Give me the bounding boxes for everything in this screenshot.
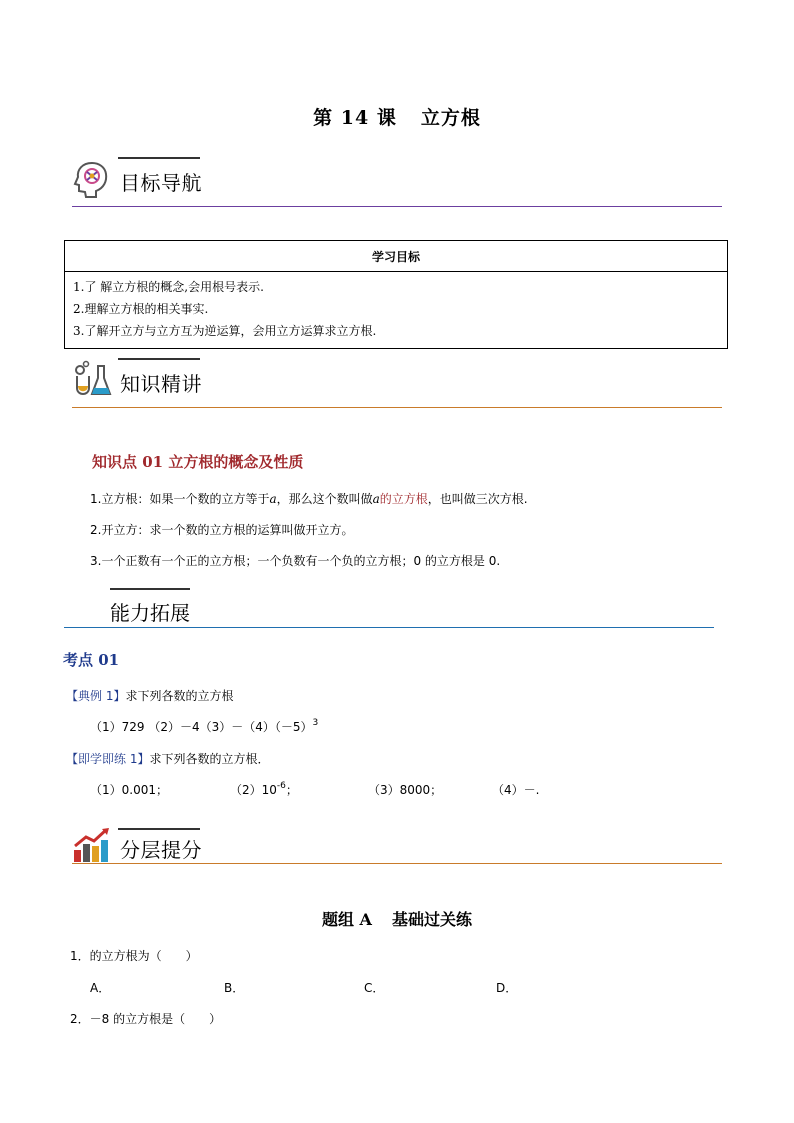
option-a: A． <box>90 981 111 995</box>
example-tag: 【典例 1】 <box>66 689 126 703</box>
group-name: 基础过关练 <box>391 910 472 929</box>
practice-item <box>230 781 298 798</box>
exponent: 3 <box>312 718 319 728</box>
goal-item: 2.理解立方根的相关事实. <box>73 302 209 316</box>
practice-item-suffix: ； <box>285 783 298 797</box>
knowledge-line-2: 2.开立方：求一个数的立方根的运算叫做开立方。 <box>90 523 354 537</box>
practice-item: （3）8000； <box>368 783 443 797</box>
knowledge-point-title: 知识点 01 立方根的概念及性质 <box>92 453 304 471</box>
goals-table <box>64 240 728 349</box>
lesson-topic: 立方根 <box>420 107 481 129</box>
knowledge-line-1 <box>90 490 528 507</box>
section-label: 能力拓展 <box>110 601 190 625</box>
lesson-number: 第 14 课 <box>313 107 397 129</box>
practice-text: 求下列各数的立方根． <box>149 752 270 766</box>
option-d: D． <box>496 981 518 995</box>
question-2: 2．－8 的立方根是（ ） <box>70 1012 222 1026</box>
practice-line <box>66 750 269 767</box>
practice-item: （4）－. <box>492 783 540 797</box>
option-c: C． <box>364 981 385 995</box>
question-1-options <box>90 979 690 995</box>
section-baseline <box>72 206 722 208</box>
section-baseline <box>72 863 722 865</box>
knowledge-line-3: 3.一个正数有一个正的立方根；一个负数有一个负的立方根；0 的立方根是 0. <box>90 554 501 568</box>
example-text: 求下列各数的立方根 <box>125 689 234 703</box>
section-ability <box>64 588 714 628</box>
section-knowledge <box>72 358 722 408</box>
section-label: 知识精讲 <box>120 372 202 396</box>
lab-flask-icon <box>72 360 112 400</box>
section-topline <box>118 157 200 159</box>
example-items <box>90 718 318 735</box>
example-line <box>66 687 233 704</box>
page-title <box>0 103 794 130</box>
example-items-text: （1）729 （2）－4（3）－（4）（－5） <box>90 720 313 734</box>
option-b: B． <box>224 981 245 995</box>
variable-a: a <box>372 492 380 506</box>
practice-item: （1）0.001； <box>90 783 168 797</box>
question-1: 1．的立方根为（ ） <box>70 949 198 963</box>
exponent: -6 <box>276 781 286 791</box>
section-layered <box>72 828 722 864</box>
section-label: 目标导航 <box>120 171 202 195</box>
section-baseline <box>72 407 722 409</box>
section-topline <box>118 358 200 360</box>
goal-item: 1.了 解立方根的概念,会用根号表示. <box>73 280 264 294</box>
goals-header: 学习目标 <box>65 241 728 272</box>
section-label: 分层提分 <box>120 838 202 862</box>
exam-point-title: 考点 01 <box>63 651 120 669</box>
variable-a: a <box>269 492 277 506</box>
text-segment: ，也叫做三次方根. <box>427 492 528 506</box>
practice-tag: 【即学即练 1】 <box>66 752 150 766</box>
text-segment: 1.立方根：如果一个数的立方等于 <box>90 492 270 506</box>
section-topline <box>118 828 200 830</box>
section-goals-nav <box>72 157 722 207</box>
section-baseline <box>64 627 714 629</box>
group-label: 题组 A <box>321 910 372 929</box>
group-title <box>0 907 794 930</box>
bar-chart-icon <box>72 826 112 866</box>
goal-item: 3.了解开立方与立方互为逆运算，会用立方运算求立方根. <box>73 324 377 338</box>
section-topline <box>110 588 190 590</box>
text-segment: ，那么这个数叫做 <box>276 492 373 506</box>
highlight-term: 的立方根 <box>379 492 428 506</box>
brain-head-icon <box>72 159 112 199</box>
practice-item-text: （2）10 <box>230 783 277 797</box>
goals-items <box>65 272 728 349</box>
